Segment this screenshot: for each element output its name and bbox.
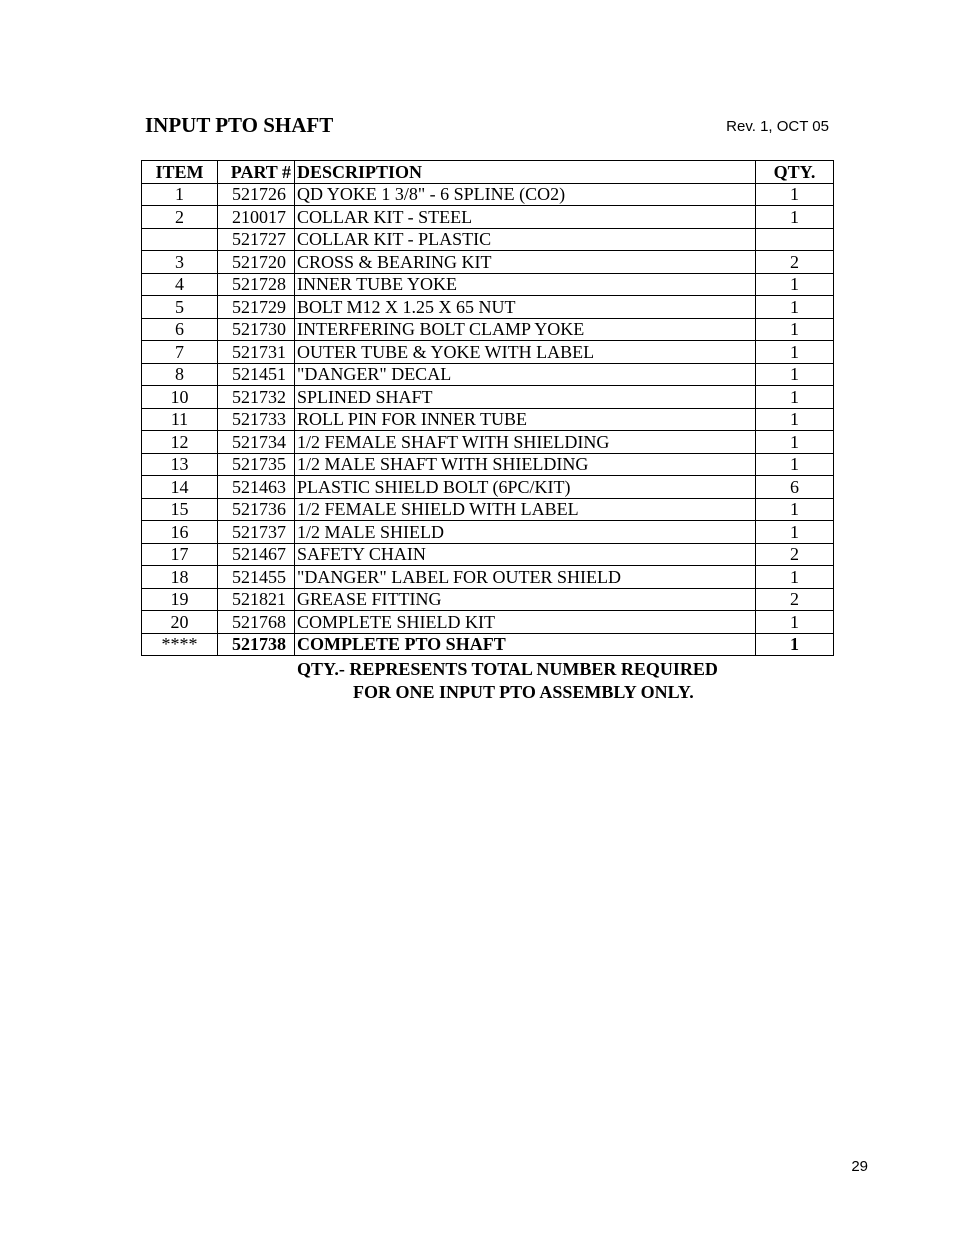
cell-qty: 1 (756, 431, 834, 454)
cell-qty: 2 (756, 251, 834, 274)
cell-description: "DANGER" DECAL (295, 363, 756, 386)
cell-item: 20 (142, 611, 218, 634)
cell-description: GREASE FITTING (295, 588, 756, 611)
cell-part-number: 521736 (218, 498, 295, 521)
cell-item: 5 (142, 296, 218, 319)
cell-part-number: 521738 (218, 633, 295, 656)
column-header-part: PART # (218, 161, 295, 184)
table-row (142, 611, 834, 634)
cell-qty (756, 228, 834, 251)
table-row (142, 633, 834, 656)
cell-part-number: 521734 (218, 431, 295, 454)
table-row (142, 431, 834, 454)
cell-qty: 1 (756, 206, 834, 229)
table-row (142, 273, 834, 296)
cell-item: 10 (142, 386, 218, 409)
cell-item: 8 (142, 363, 218, 386)
table-row (142, 363, 834, 386)
cell-description: QD YOKE 1 3/8" - 6 SPLINE (CO2) (295, 183, 756, 206)
cell-description: SPLINED SHAFT (295, 386, 756, 409)
cell-part-number: 521768 (218, 611, 295, 634)
cell-part-number: 521732 (218, 386, 295, 409)
cell-description: 1/2 MALE SHAFT WITH SHIELDING (295, 453, 756, 476)
cell-item: 6 (142, 318, 218, 341)
table-row (142, 453, 834, 476)
revision-label: Rev. 1, OCT 05 (726, 118, 829, 135)
table-row (142, 543, 834, 566)
cell-item: 11 (142, 408, 218, 431)
table-row (142, 476, 834, 499)
cell-item: 15 (142, 498, 218, 521)
table-row (142, 588, 834, 611)
cell-qty: 2 (756, 543, 834, 566)
cell-item: 14 (142, 476, 218, 499)
cell-qty: 1 (756, 453, 834, 476)
table-header-row (142, 161, 834, 184)
cell-qty: 1 (756, 363, 834, 386)
cell-part-number: 521726 (218, 183, 295, 206)
cell-item (142, 228, 218, 251)
cell-part-number: 521455 (218, 566, 295, 589)
cell-part-number: 521737 (218, 521, 295, 544)
cell-description: "DANGER" LABEL FOR OUTER SHIELD (295, 566, 756, 589)
cell-part-number: 521727 (218, 228, 295, 251)
column-header-qty: QTY. (756, 161, 834, 184)
cell-qty: 1 (756, 498, 834, 521)
table-row (142, 408, 834, 431)
cell-description: SAFETY CHAIN (295, 543, 756, 566)
cell-description: OUTER TUBE & YOKE WITH LABEL (295, 341, 756, 364)
qty-note-line-1: QTY.- REPRESENTS TOTAL NUMBER REQUIRED (297, 659, 718, 679)
table-row (142, 386, 834, 409)
cell-qty: 1 (756, 341, 834, 364)
cell-item: 18 (142, 566, 218, 589)
parts-table-body (142, 183, 834, 656)
cell-qty: 6 (756, 476, 834, 499)
cell-description: COLLAR KIT - STEEL (295, 206, 756, 229)
cell-qty: 1 (756, 273, 834, 296)
qty-note-line-2: FOR ONE INPUT PTO ASSEMBLY ONLY. (353, 682, 694, 702)
table-row (142, 566, 834, 589)
cell-item: 4 (142, 273, 218, 296)
cell-qty: 1 (756, 183, 834, 206)
table-row (142, 251, 834, 274)
cell-item: 12 (142, 431, 218, 454)
cell-qty: 1 (756, 521, 834, 544)
cell-description: ROLL PIN FOR INNER TUBE (295, 408, 756, 431)
table-row (142, 341, 834, 364)
cell-qty: 1 (756, 296, 834, 319)
cell-qty: 1 (756, 633, 834, 656)
column-header-description: DESCRIPTION (295, 161, 756, 184)
cell-part-number: 521731 (218, 341, 295, 364)
cell-item: 16 (142, 521, 218, 544)
cell-part-number: 521729 (218, 296, 295, 319)
cell-description: INTERFERING BOLT CLAMP YOKE (295, 318, 756, 341)
cell-part-number: 521821 (218, 588, 295, 611)
table-row (142, 228, 834, 251)
cell-part-number: 521735 (218, 453, 295, 476)
cell-item: 3 (142, 251, 218, 274)
cell-part-number: 521730 (218, 318, 295, 341)
cell-description: BOLT M12 X 1.25 X 65 NUT (295, 296, 756, 319)
cell-qty: 1 (756, 611, 834, 634)
cell-qty: 2 (756, 588, 834, 611)
cell-part-number: 521463 (218, 476, 295, 499)
parts-table (141, 160, 834, 656)
cell-item: 2 (142, 206, 218, 229)
cell-item: 13 (142, 453, 218, 476)
cell-item: 17 (142, 543, 218, 566)
cell-description: CROSS & BEARING KIT (295, 251, 756, 274)
cell-qty: 1 (756, 408, 834, 431)
cell-qty: 1 (756, 318, 834, 341)
cell-item: **** (142, 633, 218, 656)
column-header-item: ITEM (142, 161, 218, 184)
cell-description: 1/2 FEMALE SHIELD WITH LABEL (295, 498, 756, 521)
cell-description: COMPLETE SHIELD KIT (295, 611, 756, 634)
cell-qty: 1 (756, 566, 834, 589)
cell-description: PLASTIC SHIELD BOLT (6PC/KIT) (295, 476, 756, 499)
cell-qty: 1 (756, 386, 834, 409)
cell-part-number: 521733 (218, 408, 295, 431)
cell-item: 7 (142, 341, 218, 364)
page-title: INPUT PTO SHAFT (145, 113, 334, 137)
table-row (142, 521, 834, 544)
cell-part-number: 521467 (218, 543, 295, 566)
page-number: 29 (851, 1158, 868, 1175)
cell-part-number: 521728 (218, 273, 295, 296)
table-row (142, 183, 834, 206)
cell-part-number: 521720 (218, 251, 295, 274)
cell-description: INNER TUBE YOKE (295, 273, 756, 296)
table-row (142, 206, 834, 229)
cell-description: 1/2 MALE SHIELD (295, 521, 756, 544)
table-row (142, 296, 834, 319)
cell-part-number: 210017 (218, 206, 295, 229)
cell-description: COMPLETE PTO SHAFT (295, 633, 756, 656)
cell-item: 1 (142, 183, 218, 206)
cell-description: COLLAR KIT - PLASTIC (295, 228, 756, 251)
cell-description: 1/2 FEMALE SHAFT WITH SHIELDING (295, 431, 756, 454)
cell-item: 19 (142, 588, 218, 611)
cell-part-number: 521451 (218, 363, 295, 386)
table-row (142, 498, 834, 521)
table-row (142, 318, 834, 341)
